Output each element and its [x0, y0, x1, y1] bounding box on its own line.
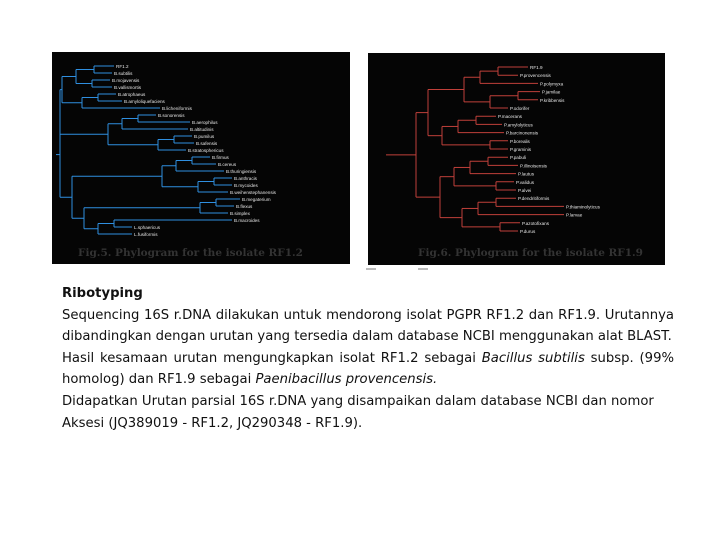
- taxon-label: P.odorifer: [510, 106, 530, 111]
- taxon-label: P.larvae: [566, 212, 583, 218]
- taxon-label: P.illinoisensis: [520, 163, 547, 169]
- taxon-label: B.weihenstephanensis: [230, 190, 276, 195]
- taxon-label: P.dendritiformis: [518, 196, 550, 202]
- taxon-label: B.amyloliquefaciens: [124, 99, 165, 104]
- section-heading: Ribotyping: [62, 286, 143, 301]
- ribotyping-section: [62, 283, 674, 434]
- taxon-label: B.subtilis: [114, 71, 133, 76]
- taxon-label: P.lautus: [518, 171, 535, 177]
- taxon-label: RF1.2: [116, 64, 129, 69]
- taxon-label: L.sphaericus: [134, 225, 161, 230]
- phylogram-rf1-2-figure: [52, 52, 350, 264]
- phylogram-rf1-9-tree: [368, 53, 665, 265]
- taxon-label: P.pabuli: [510, 155, 527, 161]
- taxon-label: B.licheniformis: [162, 106, 192, 111]
- results-text-start: Hasil kesamaan urutan mengungkapkan isolat RF1.2 sebagai: [62, 350, 482, 366]
- taxon-label: B.mojavensis: [112, 78, 140, 83]
- taxon-label: B.flexus: [236, 204, 253, 209]
- divider-mark: [366, 268, 376, 270]
- taxon-label: P.macerans: [498, 114, 522, 120]
- taxon-label: B.aerophilus: [192, 120, 218, 125]
- taxon-label: B.stratosphericus: [188, 148, 224, 153]
- taxon-label: B.mycoides: [234, 183, 258, 188]
- taxon-label: P.amylolyticus: [504, 122, 533, 128]
- taxon-label: P.polymyxa: [540, 81, 564, 87]
- taxon-label: B.safensis: [196, 141, 218, 146]
- taxon-label: RF1.9: [530, 65, 543, 70]
- paragraph-sequencing: Sequencing 16S r.DNA dilakukan untuk mendorong isolat PGPR RF1.2 dan RF1.9. Urutannya dibandingkan dengan urutan yang tersedia dalam database NCBI menggunakan alat BLAST.: [62, 307, 674, 345]
- divider-mark: [418, 268, 428, 270]
- taxon-label: P.borealis: [510, 138, 530, 144]
- taxon-label: P.graminis: [510, 147, 532, 152]
- paragraph-results: [62, 348, 674, 391]
- taxon-label: P.barcinonensis: [506, 130, 539, 136]
- figure-5-caption: Fig.5. Phylogram for the isolate RF1.2: [78, 247, 303, 259]
- taxon-label: P.validus: [516, 179, 535, 185]
- taxon-label: P.alvei: [518, 188, 532, 193]
- taxon-label: B.sonorensis: [158, 113, 185, 118]
- taxon-label: L.fusiformis: [134, 232, 158, 237]
- taxon-label: B.pumilus: [194, 134, 215, 139]
- taxon-label: P.thiaminolyticus: [566, 204, 600, 210]
- taxon-label: B.megaterium: [242, 197, 271, 202]
- tree-background: [52, 52, 350, 264]
- taxon-label: B.simplex: [230, 211, 250, 216]
- taxon-label: B.cereus: [218, 162, 237, 167]
- taxon-label: P.jamilae: [542, 89, 561, 95]
- figure-6-caption: Fig.6. Phylogram for the isolate RF1.9: [418, 247, 643, 259]
- phylogram-rf1-2-tree: [52, 52, 350, 264]
- taxon-label: P.provencensis: [520, 73, 551, 79]
- taxon-label: P.azotofixans: [522, 220, 549, 226]
- paragraph-accession: Didapatkan Urutan parsial 16S r.DNA yang disampaikan dalam database NCBI dan nomor Aksesi (JQ389019 - RF1.2, JQ290348 - RF1.9).: [62, 393, 654, 431]
- taxon-label: P.kribbensis: [540, 97, 565, 103]
- species-paenibacillus-provencensis: Paenibacillus provencensis.: [255, 372, 438, 388]
- taxon-label: B.anthracis: [234, 176, 257, 181]
- phylogram-rf1-9-figure: [368, 53, 665, 265]
- results-text-middle: subsp. (99% homolog) dan RF1.9 sebagai: [62, 350, 674, 388]
- taxon-label: B.firmus: [212, 155, 229, 160]
- taxon-label: B.altitudinis: [190, 127, 214, 132]
- taxon-label: B.thuringiensis: [226, 169, 257, 174]
- taxon-label: B.macroides: [234, 218, 260, 223]
- taxon-label: B.atrophaeus: [118, 92, 146, 97]
- taxon-label: P.durus: [520, 229, 536, 234]
- species-bacillus-subtilis: Bacillus subtilis: [481, 350, 585, 366]
- taxon-label: B.vallismortis: [114, 85, 142, 90]
